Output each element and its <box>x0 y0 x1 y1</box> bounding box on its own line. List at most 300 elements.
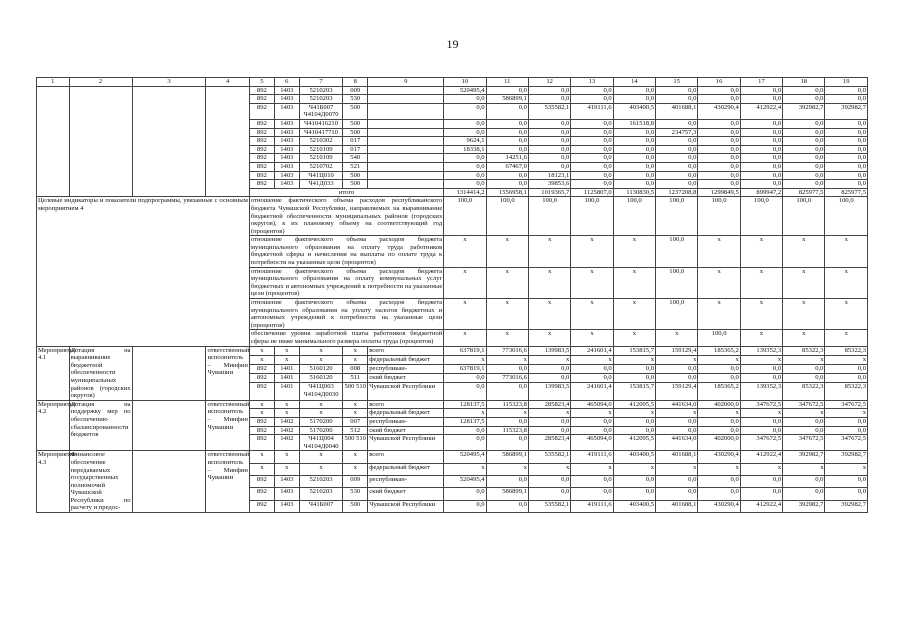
indicator-value: 100,0 <box>825 197 868 236</box>
value-cell: 0,0 <box>444 171 486 180</box>
value-cell: 0,0 <box>528 128 570 137</box>
code-cell: 1403 <box>274 500 299 512</box>
source-cell <box>368 171 444 180</box>
value-cell: 0,0 <box>740 128 782 137</box>
total-value: 1237208,8 <box>656 188 698 197</box>
value-cell: 128137,5 <box>444 400 486 409</box>
value-cell: 419111,6 <box>571 103 613 119</box>
code-cell: x <box>249 451 274 463</box>
code-cell: x <box>249 400 274 409</box>
value-cell: 85322,3 <box>783 346 825 355</box>
value-cell: 520495,4 <box>444 86 486 95</box>
total-value: 1314414,2 <box>444 188 486 197</box>
value-cell: 0,0 <box>444 383 486 400</box>
value-cell: 0,0 <box>825 365 868 374</box>
code-cell: 892 <box>249 374 274 383</box>
code-cell: x <box>343 346 368 355</box>
total-value: 1019365,7 <box>528 188 570 197</box>
code-cell: 892 <box>249 171 274 180</box>
value-cell: 0,0 <box>740 162 782 171</box>
value-cell: 0,0 <box>613 365 655 374</box>
code-cell: 1403 <box>274 180 299 189</box>
source-cell: республикан- <box>368 417 444 426</box>
value-cell: 401688,1 <box>656 451 698 463</box>
value-cell: 0,0 <box>486 171 528 180</box>
measure-name: Финансовое обеспечение передаваемых государственных полномочий Чувашской Республики по расчету и предос- <box>70 451 131 512</box>
indicator-value: x <box>486 267 528 298</box>
value-cell: 0,0 <box>528 154 570 163</box>
empty-cell <box>132 86 206 197</box>
source-cell <box>368 119 444 128</box>
indicator-value: x <box>740 267 782 298</box>
indicator-text: отношение фактического объема расходов бюджета муниципального образования на уплату налогов бюджетных и автономных учреждений к потребности на указанные цели (процентов) <box>250 299 443 329</box>
code-cell: Ч410417710 <box>299 128 342 137</box>
value-cell: 0,0 <box>740 476 782 488</box>
value-cell: 0,0 <box>444 162 486 171</box>
value-cell: 0,0 <box>571 171 613 180</box>
value-cell: 637819,1 <box>444 346 486 355</box>
code-cell: 5210302 <box>299 137 342 146</box>
value-cell: 0,0 <box>613 374 655 383</box>
indicator-value: x <box>571 267 613 298</box>
value-cell: 0,0 <box>698 145 740 154</box>
code-cell: 892 <box>249 103 274 119</box>
code-cell: 007 <box>343 417 368 426</box>
code-cell: 500 <box>343 171 368 180</box>
code-cell: 892 <box>249 426 274 435</box>
value-cell: x <box>740 409 782 418</box>
value-cell: 637819,1 <box>444 365 486 374</box>
code-cell: x <box>343 355 368 364</box>
value-cell: 0,0 <box>528 365 570 374</box>
code-cell: 892 <box>249 128 274 137</box>
code-cell: 500 <box>343 119 368 128</box>
indicator-value: x <box>444 267 486 298</box>
value-cell: 0,0 <box>698 128 740 137</box>
source-cell: ский бюджет <box>368 374 444 383</box>
indicator-value: x <box>783 330 825 346</box>
code-cell: 5210109 <box>299 145 342 154</box>
value-cell: 412095,5 <box>613 435 655 451</box>
value-cell: 586899,1 <box>486 95 528 104</box>
value-cell: 0,0 <box>825 374 868 383</box>
code-cell: 1403 <box>274 476 299 488</box>
value-cell: 0,0 <box>571 476 613 488</box>
value-cell: 0,0 <box>486 383 528 400</box>
value-cell: x <box>825 409 868 418</box>
value-cell: 0,0 <box>656 365 698 374</box>
code-cell: x <box>274 400 299 409</box>
value-cell: 0,0 <box>698 488 740 500</box>
value-cell: 0,0 <box>656 145 698 154</box>
value-cell: 0,0 <box>528 162 570 171</box>
value-cell: x <box>571 355 613 364</box>
code-cell: 5210109 <box>299 154 342 163</box>
code-cell: 500 <box>343 103 368 119</box>
value-cell: 0,0 <box>444 435 486 451</box>
value-cell: 0,0 <box>528 119 570 128</box>
value-cell: x <box>783 355 825 364</box>
indicator-value: 100,0 <box>740 197 782 236</box>
code-cell: Ч41Ц003 Ч4104Д0030 <box>299 383 342 400</box>
value-cell: 0,0 <box>571 119 613 128</box>
measure-label: Мероприятие 4.1 <box>37 346 70 400</box>
code-cell: 5210702 <box>299 162 342 171</box>
value-cell: 0,0 <box>571 128 613 137</box>
value-cell: 0,0 <box>486 103 528 119</box>
column-number: 3 <box>132 78 206 87</box>
value-cell: 773016,6 <box>486 346 528 355</box>
value-cell: 0,0 <box>698 154 740 163</box>
code-cell: 1401 <box>274 374 299 383</box>
value-cell: 85322,3 <box>825 346 868 355</box>
value-cell: 773016,6 <box>486 374 528 383</box>
indicator-value: x <box>528 330 570 346</box>
indicator-value: x <box>698 236 740 267</box>
indicator-text: отношение фактического объема расходов республиканского бюджета Чувашской Республики, направляемых на выравнивание бюджетной обеспеченности муниципальных районов (городских округов), к их плановому объему на соответствующий год (процентов) <box>250 197 443 235</box>
measure-label: Мероприятие 4.2 <box>37 400 70 451</box>
source-cell <box>368 95 444 104</box>
value-cell: x <box>656 355 698 364</box>
value-cell: 185365,2 <box>698 346 740 355</box>
value-cell: 85322,3 <box>783 383 825 400</box>
value-cell: 0,0 <box>740 180 782 189</box>
code-cell: 1403 <box>274 162 299 171</box>
empty-cell <box>206 86 249 197</box>
value-cell: 0,0 <box>740 374 782 383</box>
value-cell: 0,0 <box>528 95 570 104</box>
code-cell: x <box>274 346 299 355</box>
code-cell: x <box>249 346 274 355</box>
value-cell: 412922,4 <box>740 103 782 119</box>
indicator-value: x <box>613 299 655 330</box>
value-cell: 0,0 <box>783 476 825 488</box>
value-cell: 0,0 <box>571 180 613 189</box>
value-cell: 465094,0 <box>571 435 613 451</box>
code-cell: 1403 <box>274 119 299 128</box>
empty-cell <box>132 346 206 400</box>
value-cell: 430290,4 <box>698 500 740 512</box>
value-cell: 0,0 <box>825 154 868 163</box>
value-cell: 0,0 <box>613 95 655 104</box>
measure-name: Дотация на выравнивание бюджетной обеспеченности муниципальных районов (городских округов) <box>70 346 131 400</box>
source-cell: ский бюджет <box>368 426 444 435</box>
indicator-value: x <box>825 330 868 346</box>
indicator-value: x <box>528 236 570 267</box>
value-cell: 0,0 <box>740 154 782 163</box>
indicator-value: 100,0 <box>698 197 740 236</box>
value-cell: 535582,1 <box>528 103 570 119</box>
value-cell: x <box>486 409 528 418</box>
code-cell: 892 <box>249 488 274 500</box>
value-cell: 0,0 <box>656 374 698 383</box>
value-cell: 0,0 <box>571 137 613 146</box>
column-number: 10 <box>444 78 486 87</box>
code-cell: 008 <box>343 365 368 374</box>
indicator-value: x <box>783 267 825 298</box>
value-cell: 0,0 <box>783 365 825 374</box>
value-cell: 0,0 <box>740 365 782 374</box>
code-cell: 017 <box>343 137 368 146</box>
value-cell: x <box>528 463 570 475</box>
column-number: 5 <box>249 78 274 87</box>
code-cell: Ч41Б007 <box>299 500 342 512</box>
code-cell: Ч41Ц010 <box>299 171 342 180</box>
value-cell: 0,0 <box>656 154 698 163</box>
value-cell: 412095,5 <box>613 400 655 409</box>
value-cell: 0,0 <box>613 137 655 146</box>
value-cell: 0,0 <box>698 426 740 435</box>
indicator-value: x <box>656 330 698 346</box>
value-cell: 0,0 <box>571 426 613 435</box>
code-cell: 1403 <box>274 154 299 163</box>
responsible-executor: ответственный исполнитель – Минфин Чувашии <box>206 400 249 451</box>
value-cell: 0,0 <box>740 119 782 128</box>
code-cell: 5160120 <box>299 374 342 383</box>
indicator-value: x <box>825 267 868 298</box>
value-cell: 185365,2 <box>698 383 740 400</box>
code-cell: 892 <box>249 500 274 512</box>
source-cell: республикан- <box>368 476 444 488</box>
value-cell: 0,0 <box>444 374 486 383</box>
value-cell: 0,0 <box>783 95 825 104</box>
code-cell: x <box>249 409 274 418</box>
value-cell: 0,0 <box>613 171 655 180</box>
indicator-value: x <box>613 267 655 298</box>
total-value: 825977,5 <box>825 188 868 197</box>
column-number: 11 <box>486 78 528 87</box>
code-cell: 1403 <box>274 103 299 119</box>
value-cell: 0,0 <box>571 154 613 163</box>
value-cell: 0,0 <box>698 180 740 189</box>
value-cell: 0,0 <box>613 145 655 154</box>
code-cell: 009 <box>343 86 368 95</box>
value-cell: 0,0 <box>528 476 570 488</box>
code-cell: 1403 <box>274 488 299 500</box>
value-cell: 0,0 <box>444 488 486 500</box>
indicator-value: 100,0 <box>656 197 698 236</box>
total-value: 899947,2 <box>740 188 782 197</box>
value-cell: 0,0 <box>656 180 698 189</box>
value-cell: 0,0 <box>656 426 698 435</box>
value-cell: 0,0 <box>783 137 825 146</box>
value-cell: 18123,1 <box>528 171 570 180</box>
value-cell: x <box>825 463 868 475</box>
source-cell <box>368 128 444 137</box>
table-row <box>37 86 868 95</box>
value-cell: x <box>698 355 740 364</box>
measure-name: Дотация на поддержку мер по обеспечению сбалансированности бюджетов <box>69 400 132 451</box>
total-value: 825977,5 <box>783 188 825 197</box>
code-cell: 511 <box>343 374 368 383</box>
responsible-executor: ответственный исполнитель – Минфин Чувашии <box>206 346 249 400</box>
code-cell: 5170200 <box>299 417 342 426</box>
value-cell: 347672,5 <box>783 400 825 409</box>
value-cell: 0,0 <box>740 417 782 426</box>
value-cell: x <box>656 409 698 418</box>
indicator-value: x <box>783 236 825 267</box>
value-cell: 0,0 <box>825 488 868 500</box>
column-number: 18 <box>783 78 825 87</box>
responsible-executor: ответственный исполнитель – Минфин Чувашии <box>206 451 249 513</box>
value-cell: 0,0 <box>613 154 655 163</box>
value-cell: 0,0 <box>656 95 698 104</box>
column-number: 14 <box>613 78 655 87</box>
value-cell: x <box>486 463 528 475</box>
value-cell: 153815,7 <box>613 346 655 355</box>
value-cell: x <box>825 355 868 364</box>
value-cell: 115323,8 <box>486 400 528 409</box>
value-cell: 0,0 <box>444 426 486 435</box>
value-cell: x <box>698 409 740 418</box>
value-cell: 9624,1 <box>444 137 486 146</box>
value-cell: 586899,1 <box>486 451 528 463</box>
value-cell: 0,0 <box>444 103 486 119</box>
value-cell: 392982,7 <box>825 103 868 119</box>
code-cell: 500 510 <box>343 383 368 400</box>
value-cell: 0,0 <box>698 95 740 104</box>
source-cell <box>368 137 444 146</box>
code-cell: 1402 <box>274 435 299 451</box>
value-cell: 0,0 <box>528 426 570 435</box>
value-cell: 0,0 <box>740 488 782 500</box>
value-cell: 0,0 <box>656 137 698 146</box>
indicator-value: x <box>783 299 825 330</box>
value-cell: 0,0 <box>698 119 740 128</box>
source-cell <box>368 103 444 119</box>
value-cell: 403400,5 <box>613 451 655 463</box>
value-cell: 0,0 <box>444 154 486 163</box>
source-cell <box>368 86 444 95</box>
code-cell: 892 <box>249 435 274 451</box>
code-cell: 892 <box>249 417 274 426</box>
total-value: 1130830,5 <box>613 188 655 197</box>
value-cell: 0,0 <box>444 128 486 137</box>
code-cell: x <box>343 451 368 463</box>
value-cell: 0,0 <box>783 374 825 383</box>
value-cell: 347672,5 <box>825 400 868 409</box>
value-cell: 403400,5 <box>613 500 655 512</box>
indicators-label: Целевые индикаторы и показатели подпрограммы, увязанные с основным мероприятием 4 <box>37 197 250 346</box>
value-cell: 0,0 <box>783 128 825 137</box>
value-cell: 419111,6 <box>571 500 613 512</box>
value-cell: 586899,1 <box>486 488 528 500</box>
value-cell: 0,0 <box>825 145 868 154</box>
value-cell: 0,0 <box>656 162 698 171</box>
value-cell: 0,0 <box>613 86 655 95</box>
value-cell: 520495,4 <box>444 476 486 488</box>
empty-cell <box>132 451 206 513</box>
code-cell: 1403 <box>274 171 299 180</box>
code-cell: 892 <box>249 86 274 95</box>
indicator-value: x <box>571 236 613 267</box>
value-cell: 0,0 <box>825 162 868 171</box>
source-cell: Чувашской Республики <box>368 383 444 400</box>
code-cell: 540 <box>343 154 368 163</box>
code-cell: 1402 <box>274 426 299 435</box>
code-cell: x <box>299 451 342 463</box>
measure-row <box>37 346 868 355</box>
value-cell: 0,0 <box>825 171 868 180</box>
value-cell: 0,0 <box>656 476 698 488</box>
code-cell: 017 <box>343 145 368 154</box>
source-cell <box>368 154 444 163</box>
indicator-value: x <box>740 330 782 346</box>
code-cell: 1401 <box>274 365 299 374</box>
value-cell: x <box>444 463 486 475</box>
source-cell <box>368 162 444 171</box>
value-cell: 347672,5 <box>740 400 782 409</box>
value-cell: 430290,4 <box>698 451 740 463</box>
source-cell: федеральный бюджет <box>368 409 444 418</box>
value-cell: 392982,7 <box>783 451 825 463</box>
value-cell: 402000,0 <box>698 435 740 451</box>
value-cell: 401688,1 <box>656 500 698 512</box>
value-cell: 392982,7 <box>783 103 825 119</box>
code-cell: 1403 <box>274 95 299 104</box>
code-cell: 1402 <box>274 417 299 426</box>
value-cell: 0,0 <box>783 86 825 95</box>
empty-cell <box>69 86 132 197</box>
value-cell: 0,0 <box>825 95 868 104</box>
code-cell: 5210203 <box>299 488 342 500</box>
value-cell: 392982,7 <box>825 500 868 512</box>
value-cell: 0,0 <box>571 162 613 171</box>
indicator-value: 100,0 <box>613 197 655 236</box>
source-cell: всего <box>368 451 444 463</box>
source-cell: федеральный бюджет <box>368 355 444 364</box>
value-cell: 0,0 <box>698 365 740 374</box>
indicator-value: x <box>486 299 528 330</box>
column-number: 15 <box>656 78 698 87</box>
indicator-row <box>37 197 868 236</box>
code-cell: 892 <box>249 154 274 163</box>
value-cell: 0,0 <box>656 171 698 180</box>
value-cell: 441634,0 <box>656 435 698 451</box>
value-cell: 535582,1 <box>528 451 570 463</box>
value-cell: 139983,5 <box>528 383 570 400</box>
indicator-value: 100,0 <box>698 330 740 346</box>
code-cell: x <box>299 400 342 409</box>
value-cell: 0,0 <box>571 374 613 383</box>
value-cell: 0,0 <box>528 86 570 95</box>
value-cell: 0,0 <box>486 128 528 137</box>
code-cell: 1403 <box>274 86 299 95</box>
value-cell: 392982,7 <box>825 451 868 463</box>
code-cell: 892 <box>249 180 274 189</box>
indicator-value: 100,0 <box>486 197 528 236</box>
value-cell: 0,0 <box>698 137 740 146</box>
indicator-value: 100,0 <box>656 299 698 330</box>
value-cell: 0,0 <box>825 476 868 488</box>
indicator-value: x <box>444 236 486 267</box>
total-label: итого <box>249 188 443 197</box>
value-cell: 0,0 <box>698 86 740 95</box>
value-cell: 0,0 <box>444 95 486 104</box>
value-cell: x <box>486 355 528 364</box>
indicator-value: x <box>698 267 740 298</box>
value-cell: 0,0 <box>571 86 613 95</box>
indicator-value: x <box>613 330 655 346</box>
code-cell: 500 <box>343 128 368 137</box>
value-cell: x <box>740 463 782 475</box>
value-cell: 347672,5 <box>783 435 825 451</box>
value-cell: 403400,5 <box>613 103 655 119</box>
value-cell: 0,0 <box>571 488 613 500</box>
source-cell <box>368 145 444 154</box>
source-cell: ский бюджет <box>368 488 444 500</box>
code-cell: 892 <box>249 95 274 104</box>
